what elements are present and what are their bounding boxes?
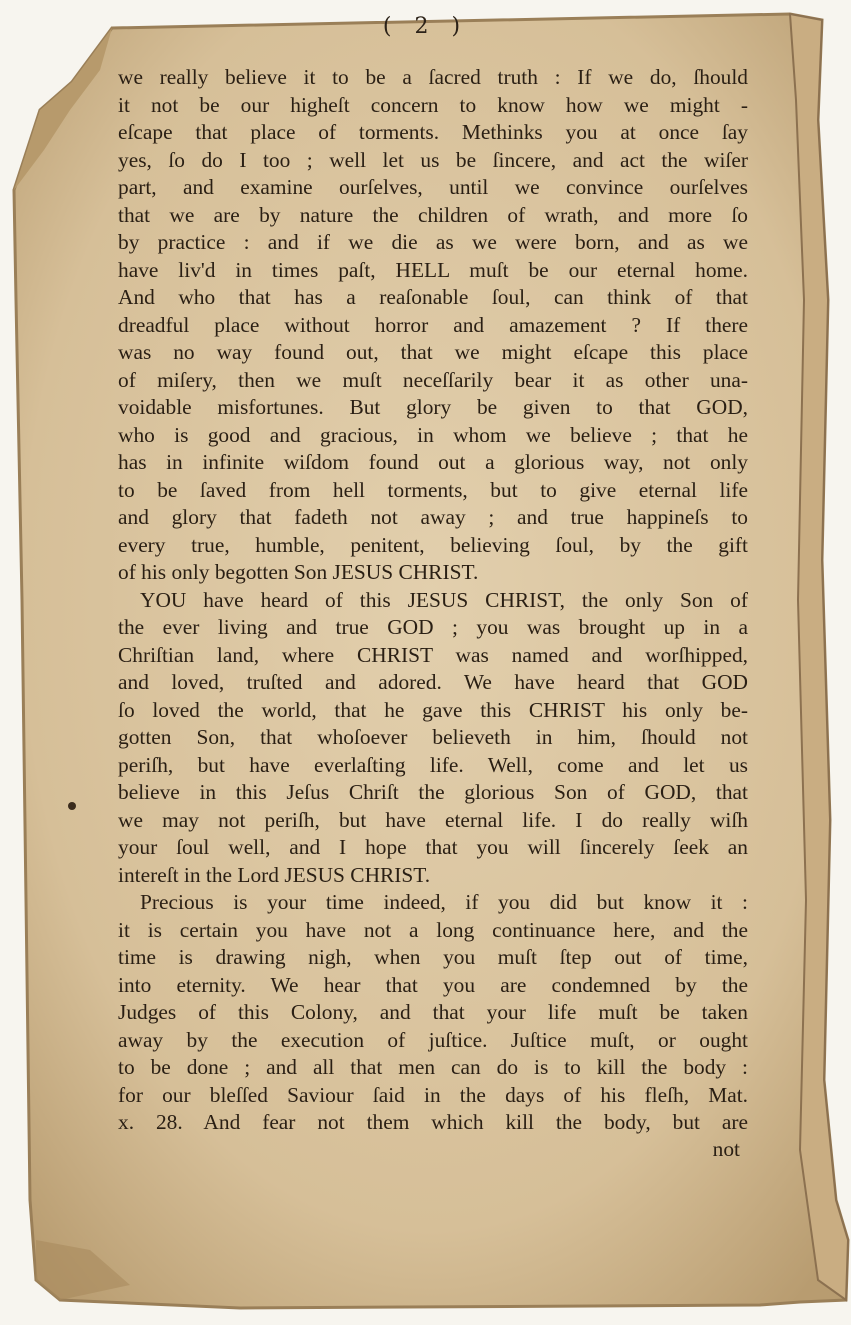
text-line: Chriſtian land, where CHRIST was named and worſhipped, [118, 642, 748, 667]
text-line: to be done ; and all that men can do is to kill the body : [118, 1055, 748, 1079]
text-line: Precious is your time indeed, if you did but know it : [140, 890, 748, 914]
body-text [118, 64, 748, 1137]
text-line: x. 28. And fear not them which kill the body, but are [118, 1110, 748, 1134]
text-line: of his only begotten Son JESUS CHRIST. [118, 560, 479, 584]
text-line: of miſery, then we muſt neceſſarily bear it as other una- [118, 367, 748, 392]
text-line: away by the execution of juſtice. Juſtice muſt, or ought [118, 1027, 748, 1052]
text-line: we really believe it to be a ſacred truth : If we do, ſhould [118, 65, 748, 89]
text-line: by practice : and if we die as we were born, and as we [118, 230, 748, 254]
text-line: your ſoul well, and I hope that you will ſincerely ſeek an [118, 835, 748, 859]
text-line: every true, humble, penitent, believing ſoul, by the gift [118, 532, 748, 557]
page-number: ( 2 ) [382, 14, 469, 39]
text-line: the ever living and true GOD ; you was brought up in a [118, 615, 748, 639]
text-line: time is drawing nigh, when you muſt ſtep out of time, [118, 945, 748, 969]
text-line: have liv'd in times paſt, HELL muſt be our eternal home. [118, 257, 748, 282]
text-line: and glory that fadeth not away ; and true happineſs to [118, 505, 748, 529]
text-line: and loved, truſted and adored. We have heard that GOD [118, 670, 748, 694]
text-line: yes, ſo do I too ; well let us be ſincere, and act the wiſer [118, 147, 748, 172]
text-line: Judges of this Colony, and that your life muſt be taken [118, 1000, 748, 1024]
text-line: it is certain you have not a long continuance here, and the [118, 917, 748, 942]
text-line: dreadful place without horror and amazement ? If there [118, 312, 748, 337]
text-line: part, and examine ourſelves, until we convince ourſelves [118, 175, 748, 199]
text-line: eſcape that place of torments. Methinks you at once ſay [118, 120, 748, 144]
text-line: to be ſaved from hell torments, but to give eternal life [118, 477, 748, 502]
text-line: has in infinite wiſdom found out a glorious way, not only [118, 450, 748, 474]
catchword: not [712, 1137, 740, 1161]
text-line: And who that has a reaſonable ſoul, can think of that [118, 285, 748, 309]
text-line: that we are by nature the children of wrath, and more ſo [118, 202, 748, 227]
text-line: YOU have heard of this JESUS CHRIST, the only Son of [140, 587, 748, 612]
text-line: into eternity. We hear that you are condemned by the [118, 972, 748, 997]
text-line: periſh, but have everlaſting life. Well, come and let us [118, 752, 748, 777]
text-line: for our bleſſed Saviour ſaid in the days of his fleſh, Mat. [118, 1082, 748, 1107]
text-line: we may not periſh, but have eternal life. I do really wiſh [118, 807, 748, 832]
text-line: voidable misfortunes. But glory be given to that GOD, [118, 395, 748, 419]
ink-spot [68, 802, 76, 810]
text-line: who is good and gracious, in whom we believe ; that he [118, 422, 748, 447]
text-line: believe in this Jeſus Chriſt the glorious Son of GOD, that [118, 780, 748, 804]
text-line: gotten Son, that whoſoever believeth in him, ſhould not [118, 725, 748, 749]
text-line: ſo loved the world, that he gave this CHRIST his only be- [118, 697, 748, 722]
text-line: it not be our higheſt concern to know how we might - [118, 92, 748, 117]
text-line: was no way found out, that we might eſcape this place [118, 340, 748, 364]
text-line: intereſt in the Lord JESUS CHRIST. [118, 862, 431, 887]
